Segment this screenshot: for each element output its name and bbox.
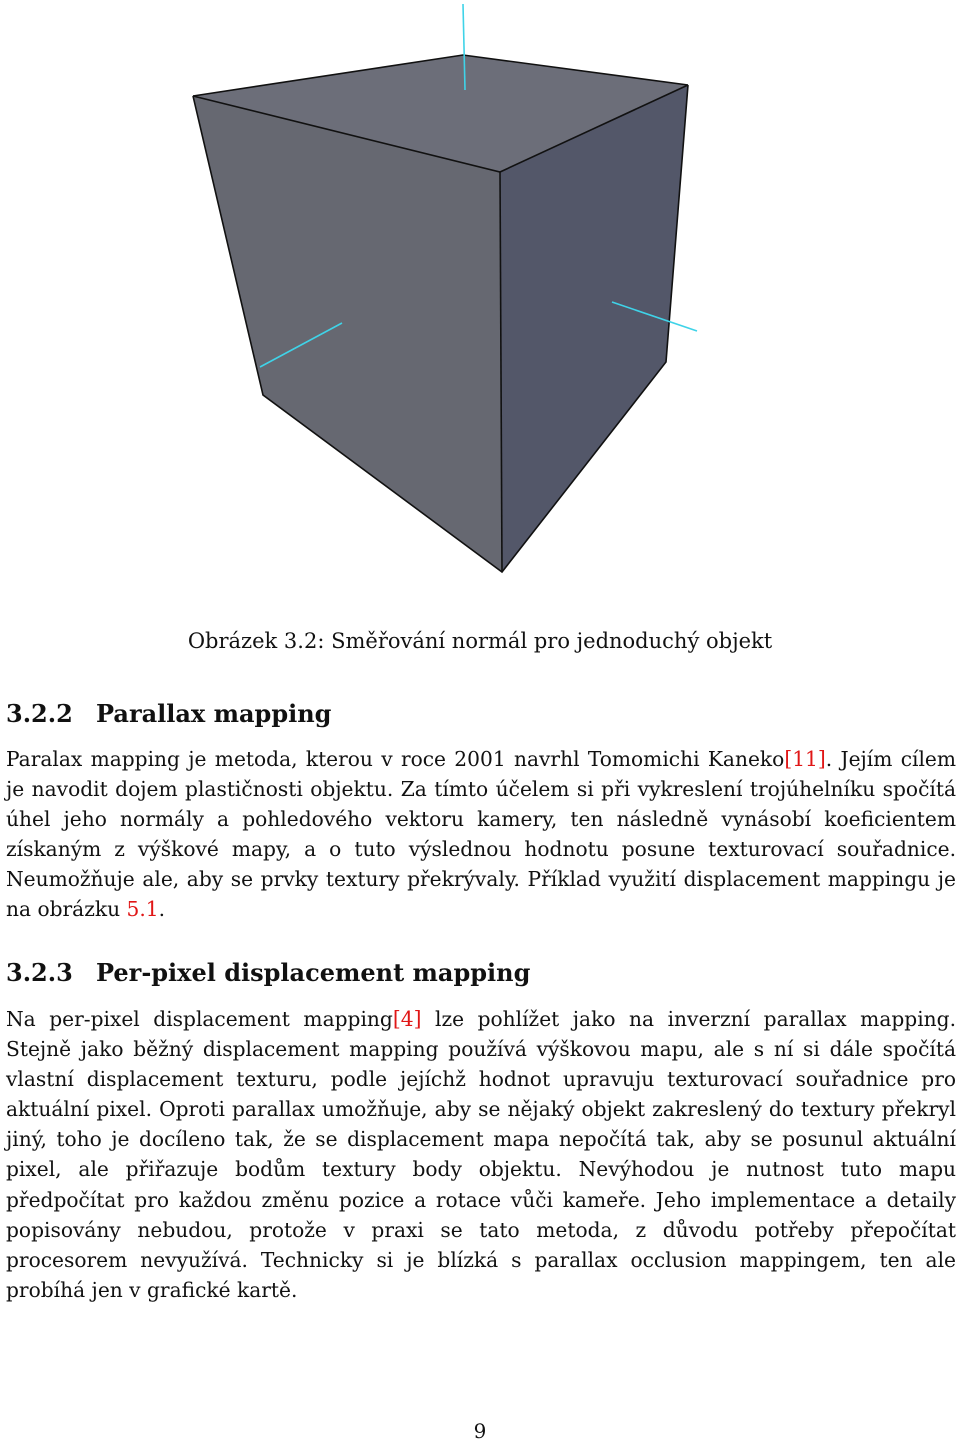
section-heading-parallax (6, 699, 331, 729)
page-number: 9 (473, 1419, 487, 1443)
section-number: 3.2.3 (6, 958, 73, 987)
figure-caption (0, 624, 960, 658)
citation-link[interactable]: [11] (784, 747, 826, 771)
figure-reference-link[interactable]: 5.1 (126, 897, 159, 922)
cube-figure (0, 0, 960, 600)
cube-left-face (193, 96, 502, 572)
paragraph-text: . Jejím cílem je navodit dojem plastičnosti objektu. Za tímto účelem si při vykreslení trojúhelníku spočítá úhel jeho normály a pohledového vektoru kamery, ten následně vynásobí koeficientem získaným z výškové mapy, a o tuto výslednou hodnotu posune texturovací souřadnice. Neumožňuje ale, aby se prvky textury překrývaly. Příklad využití displacement mappingu je na obrázku (6, 747, 956, 922)
paragraph-text: . (158, 897, 166, 922)
paragraph-text: Paralax mapping je metoda, kterou v roce 2001 navrhl Tomomichi Kaneko (6, 747, 785, 771)
section-title: Per-pixel displacement mapping (96, 958, 531, 987)
paragraph-per-pixel (6, 1004, 956, 1305)
paragraph-text: Na per-pixel displacement mapping (6, 1007, 393, 1031)
section-heading-per-pixel (6, 958, 530, 988)
section-title: Parallax mapping (96, 699, 332, 728)
caption-text: Směřování normál pro jednoduchý objekt (331, 629, 773, 653)
section-number: 3.2.2 (6, 699, 73, 728)
paragraph-parallax (6, 744, 956, 925)
caption-label: Obrázek 3.2: (187, 629, 325, 653)
citation-link[interactable]: [4] (392, 1007, 422, 1031)
paragraph-text: lze pohlížet jako na inverzní parallax mapping. Stejně jako běžný displacement mapping používá výškovou mapu, ale s ní si dále spočítá vlastní displacement texturu, podle jejíchž hodnot upravuju texturovací souřadnice pro aktuální pixel. Oproti parallax umožňuje, aby se nějaký objekt zakreslený do textury překryl jiný, toho je docíleno tak, že se displacement mapa nepočítá tak, aby se posunul aktuální pixel, ale přiřazuje bodům textury body objektu. Nevýhodou je nutnost tuto mapu předpočítat pro každou změnu pozice a rotace vůči kameře. Jeho implementace a detaily popisovány nebudou, protože v praxi se tato metoda, z důvodu potřeby přepočítat procesorem nevyužívá. Technicky si je blízká s parallax occlusion mappingem, ten ale probíhá jen v grafické kartě. (6, 1007, 957, 1302)
